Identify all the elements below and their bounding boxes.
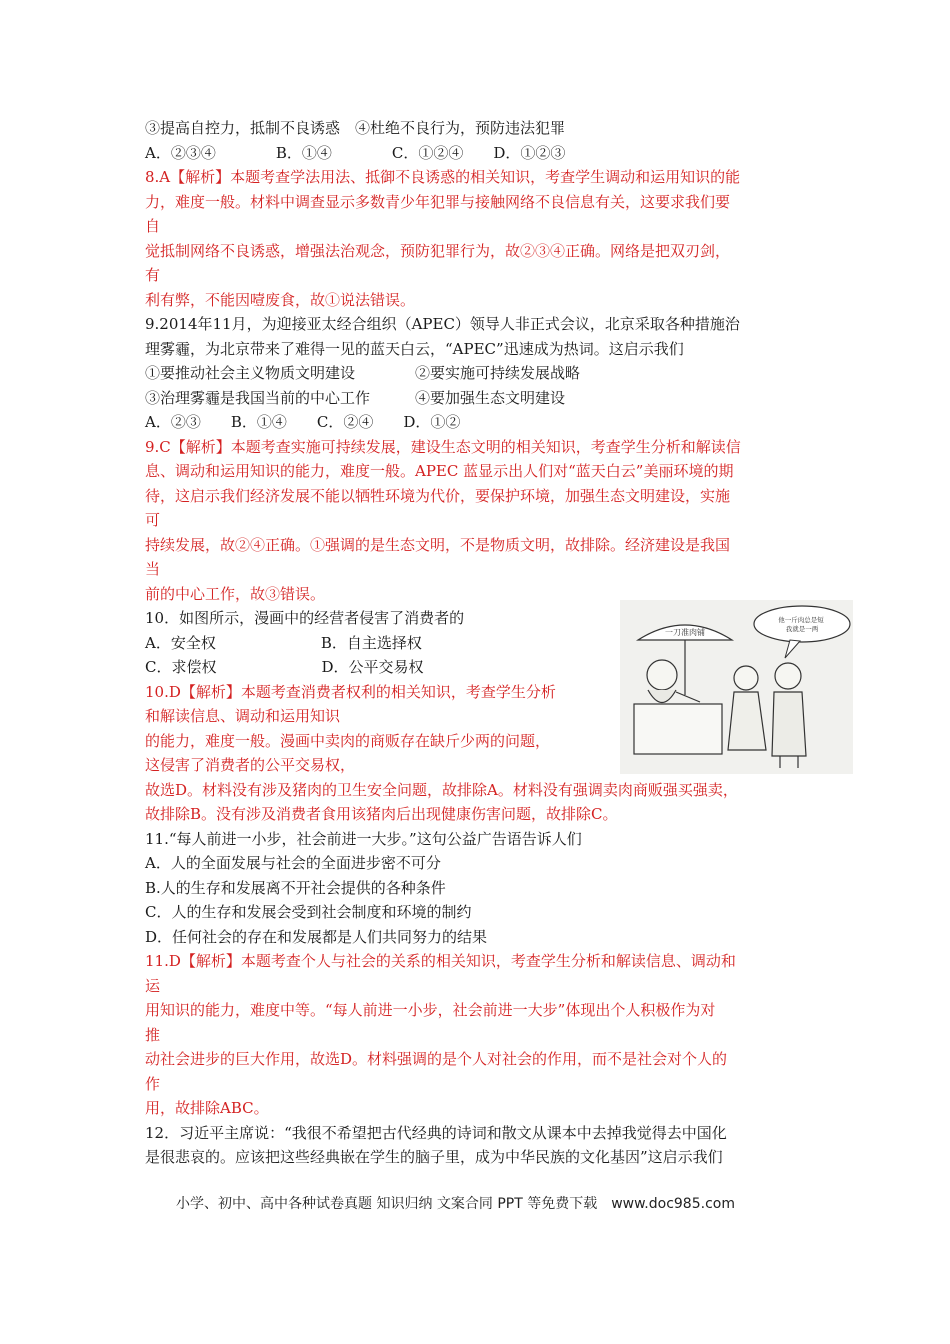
answer-option: C．人的生存和发展会受到社会制度和环境的制约 [145,903,472,921]
question-12-stem: 是很悲哀的。应该把这些经典嵌在学生的脑子里，成为中华民族的文化基因”这启示我们 [145,1148,723,1166]
analysis-line: 持续发展，故②④正确。①强调的是生态文明，不是物质文明，故排除。经济建设是我国 [145,535,731,554]
analysis-line: 可 [145,511,161,529]
analysis-line: 推 [145,1025,161,1044]
analysis-line: 运 [145,976,161,995]
analysis-line: 作 [145,1074,161,1093]
question-9-choices: ①要推动社会主义物质文明建设 ②要实施可持续发展战略 [145,364,581,382]
customer-figure [775,663,801,689]
analysis-line: 当 [145,560,161,578]
page-footer: 小学、初中、高中各种试卷真题 知识归纳 文案合同 PPT 等免费下载 www.doc985.com [176,1196,735,1212]
question-10-stem: 10．如图所示，漫画中的经营者侵害了消费者的 [145,609,465,627]
analysis-line: 前的中心工作，故③错误。 [145,584,326,603]
speech-text: 他一斤肉总是短 我就是一两 [778,616,824,633]
cartoon-image [620,600,853,774]
meat-stall [634,704,722,754]
analysis-line: 利有弊，不能因噎废食，故①说法错误。 [145,290,416,309]
vendor-figure [647,660,677,690]
customer-figure [734,666,758,690]
speech-bubble [754,606,850,642]
question-11-stem: 11.“每人前进一小步，社会前进一大步。”这句公益广告语告诉人们 [145,829,582,848]
answer-option: B.人的生存和发展离不开社会提供的各种条件 [145,878,446,897]
analysis-line: 11.D【解析】本题考查个人与社会的关系的相关知识，考查学生分析和解读信息、调动和 [145,952,736,970]
cartoon-drawing [620,600,853,774]
text-line: ③提高自控力，抵制不良诱惑 ④杜绝不良行为，预防违法犯罪 [145,119,566,137]
analysis-line: 8.A【解析】本题考查学法用法、抵御不良诱惑的相关知识，考查学生调动和运用知识的能 [145,168,741,186]
analysis-line: 待，这启示我们经济发展不能以牺牲环境为代价，要保护环境，加强生态文明建设，实施 [145,486,731,505]
analysis-line: 的能力，难度一般。漫画中卖肉的商贩存在缺斤少两的问题， [145,731,551,750]
analysis-line: 故排除B。没有涉及消费者食用该猪肉后出现健康伤害问题，故排除C。 [145,805,618,823]
question-12-stem: 12．习近平主席说：“我很不希望把古代经典的诗词和散文从课本中去掉我觉得去中国化 [145,1123,727,1142]
analysis-line: 和解读信息、调动和运用知识 [145,707,341,725]
analysis-line: 自 [145,217,161,235]
analysis-line: 10.D【解析】本题考查消费者权利的相关知识，考查学生分析 [145,682,556,701]
answer-options: A．②③④ B．①④ C．①②④ D．①②③ [145,143,566,162]
sign-text: 一刀准肉铺 [665,628,705,637]
analysis-line: 这侵害了消费者的公平交易权， [145,756,356,774]
question-9-choices: ③治理雾霾是我国当前的中心工作 ④要加强生态文明建设 [145,388,566,407]
answer-options: C．求偿权 D．公平交易权 [145,658,424,676]
question-9-stem: 理雾霾，为北京带来了难得一见的蓝天白云，“APEC”迅速成为热词。这启示我们 [145,339,684,358]
analysis-line: 动社会进步的巨大作用，故选D。材料强调的是个人对社会的作用，而不是社会对个人的 [145,1050,728,1068]
analysis-line: 力，难度一般。材料中调查显示多数青少年犯罪与接触网络不良信息有关，这要求我们要 [145,192,731,211]
analysis-line: 息、调动和运用知识的能力，难度一般。APEC 蓝显示出人们对“蓝天白云”美丽环境的期 [145,462,734,480]
analysis-line: 9.C【解析】本题考查实施可持续发展，建设生态文明的相关知识，考查学生分析和解读信 [145,437,741,456]
analysis-line: 觉抵制网络不良诱惑，增强法治观念，预防犯罪行为，故②③④正确。网络是把双刃剑， [145,241,731,260]
answer-options: A．②③ B．①④ C．②④ D．①② [145,413,461,431]
answer-option: D．任何社会的存在和发展都是人们共同努力的结果 [145,927,488,946]
answer-options: A．安全权 B．自主选择权 [145,633,422,652]
analysis-line: 故选D。材料没有涉及猪肉的卫生安全问题，故排除A。材料没有强调卖肉商贩强买强卖， [145,780,738,799]
answer-option: A．人的全面发展与社会的全面进步密不可分 [145,854,441,872]
analysis-line: 用，故排除ABC。 [145,1099,269,1117]
analysis-line: 有 [145,266,161,284]
question-9-stem: 9.2014年11月，为迎接亚太经合组织（APEC）领导人非正式会议，北京采取各种措施治 [145,315,740,333]
analysis-line: 用知识的能力，难度中等。“每人前进一小步，社会前进一大步”体现出个人积极作为对 [145,1001,716,1019]
